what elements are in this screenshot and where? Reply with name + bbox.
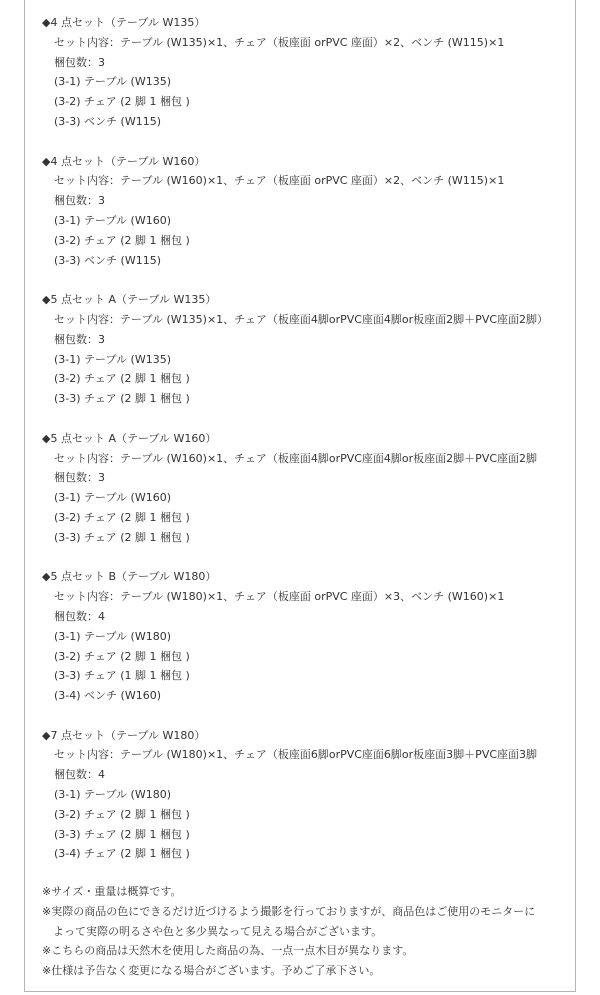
package-item-line: (3-2) チェア (2 脚 1 梱包 ): [54, 233, 190, 247]
package-item-line: (3-1) テーブル (W135): [54, 75, 172, 89]
package-item-line: (3-1) テーブル (W180): [54, 788, 172, 802]
set-contents-line: セット内容：テーブル (W160)×1、チェア（板座面4脚orPVC座面4脚or板座面2脚＋PVC座面2脚: [54, 451, 538, 465]
set-block: [42, 290, 572, 409]
spec-content: [42, 13, 572, 981]
set-block: [42, 429, 572, 548]
package-item-line: (3-3) ベンチ (W115): [54, 114, 161, 128]
package-count-line: 梱包数：3: [54, 471, 105, 485]
note-line: ※サイズ・重量は概算です。: [42, 885, 182, 899]
note-continuation: よって実際の明るさや色と多少異なって見える場合がございます。: [53, 924, 383, 938]
set-contents-line: セット内容：テーブル (W160)×1、チェア（板座面 orPVC 座面）×2、ベンチ (W115)×1: [54, 174, 505, 188]
package-item-line: (3-3) チェア (2 脚 1 梱包 ): [54, 530, 190, 544]
package-item-line: (3-3) チェア (2 脚 1 梱包 ): [54, 392, 190, 406]
set-list: [42, 13, 572, 864]
package-item-line: (3-1) テーブル (W160): [54, 491, 172, 505]
set-contents-line: セット内容：テーブル (W135)×1、チェア（板座面4脚orPVC座面4脚or板座面2脚＋PVC座面2脚）: [54, 312, 549, 326]
set-title: ◆5 点セット A（テーブル W160）: [42, 431, 217, 445]
set-title: ◆5 点セット A（テーブル W135）: [42, 293, 217, 307]
set-block: [42, 726, 572, 865]
package-item-line: (3-2) チェア (2 脚 1 梱包 ): [54, 95, 190, 109]
set-block: [42, 567, 572, 706]
set-contents-line: セット内容：テーブル (W135)×1、チェア（板座面 orPVC 座面）×2、ベンチ (W115)×1: [54, 35, 505, 49]
note-line: ※こちらの商品は天然木を使用した商品の為、一点一点木目が異なります。: [42, 944, 414, 958]
set-title: ◆7 点セット（テーブル W180）: [42, 728, 206, 742]
package-item-line: (3-4) チェア (2 脚 1 梱包 ): [54, 847, 190, 861]
set-title: ◆4 点セット（テーブル W160）: [42, 154, 206, 168]
package-count-line: 梱包数：3: [54, 194, 105, 208]
note-line: ※実際の商品の色にできるだけ近づけるよう撮影を行っておりますが、商品色はご使用のモニターに: [42, 904, 536, 918]
set-block: [42, 152, 572, 271]
package-item-line: (3-1) テーブル (W180): [54, 629, 172, 643]
package-item-line: (3-1) テーブル (W160): [54, 213, 172, 227]
set-contents-line: セット内容：テーブル (W180)×1、チェア（板座面 orPVC 座面）×3、ベンチ (W160)×1: [54, 590, 505, 604]
set-block: [42, 13, 572, 132]
package-count-line: 梱包数：4: [54, 768, 105, 782]
package-item-line: (3-2) チェア (2 脚 1 梱包 ): [54, 372, 190, 386]
package-count-line: 梱包数：3: [54, 55, 105, 69]
package-item-line: (3-3) チェア (1 脚 1 梱包 ): [54, 669, 190, 683]
package-item-line: (3-2) チェア (2 脚 1 梱包 ): [54, 807, 190, 821]
notes-section: [42, 882, 572, 981]
set-title: ◆5 点セット B（テーブル W180）: [42, 570, 217, 584]
package-item-line: (3-3) チェア (2 脚 1 梱包 ): [54, 827, 190, 841]
package-item-line: (3-3) ベンチ (W115): [54, 253, 161, 267]
set-title: ◆4 点セット（テーブル W135）: [42, 16, 206, 29]
package-item-line: (3-4) ベンチ (W160): [54, 689, 161, 703]
set-contents-line: セット内容：テーブル (W180)×1、チェア（板座面6脚orPVC座面6脚or板座面3脚＋PVC座面3脚: [54, 748, 538, 762]
package-count-line: 梱包数：4: [54, 609, 105, 623]
package-item-line: (3-2) チェア (2 脚 1 梱包 ): [54, 649, 190, 663]
note-line: ※仕様は予告なく変更になる場合がございます。予めご了承下さい。: [42, 964, 381, 978]
package-item-line: (3-1) テーブル (W135): [54, 352, 172, 366]
package-item-line: (3-2) チェア (2 脚 1 梱包 ): [54, 510, 190, 524]
package-count-line: 梱包数：3: [54, 332, 105, 346]
